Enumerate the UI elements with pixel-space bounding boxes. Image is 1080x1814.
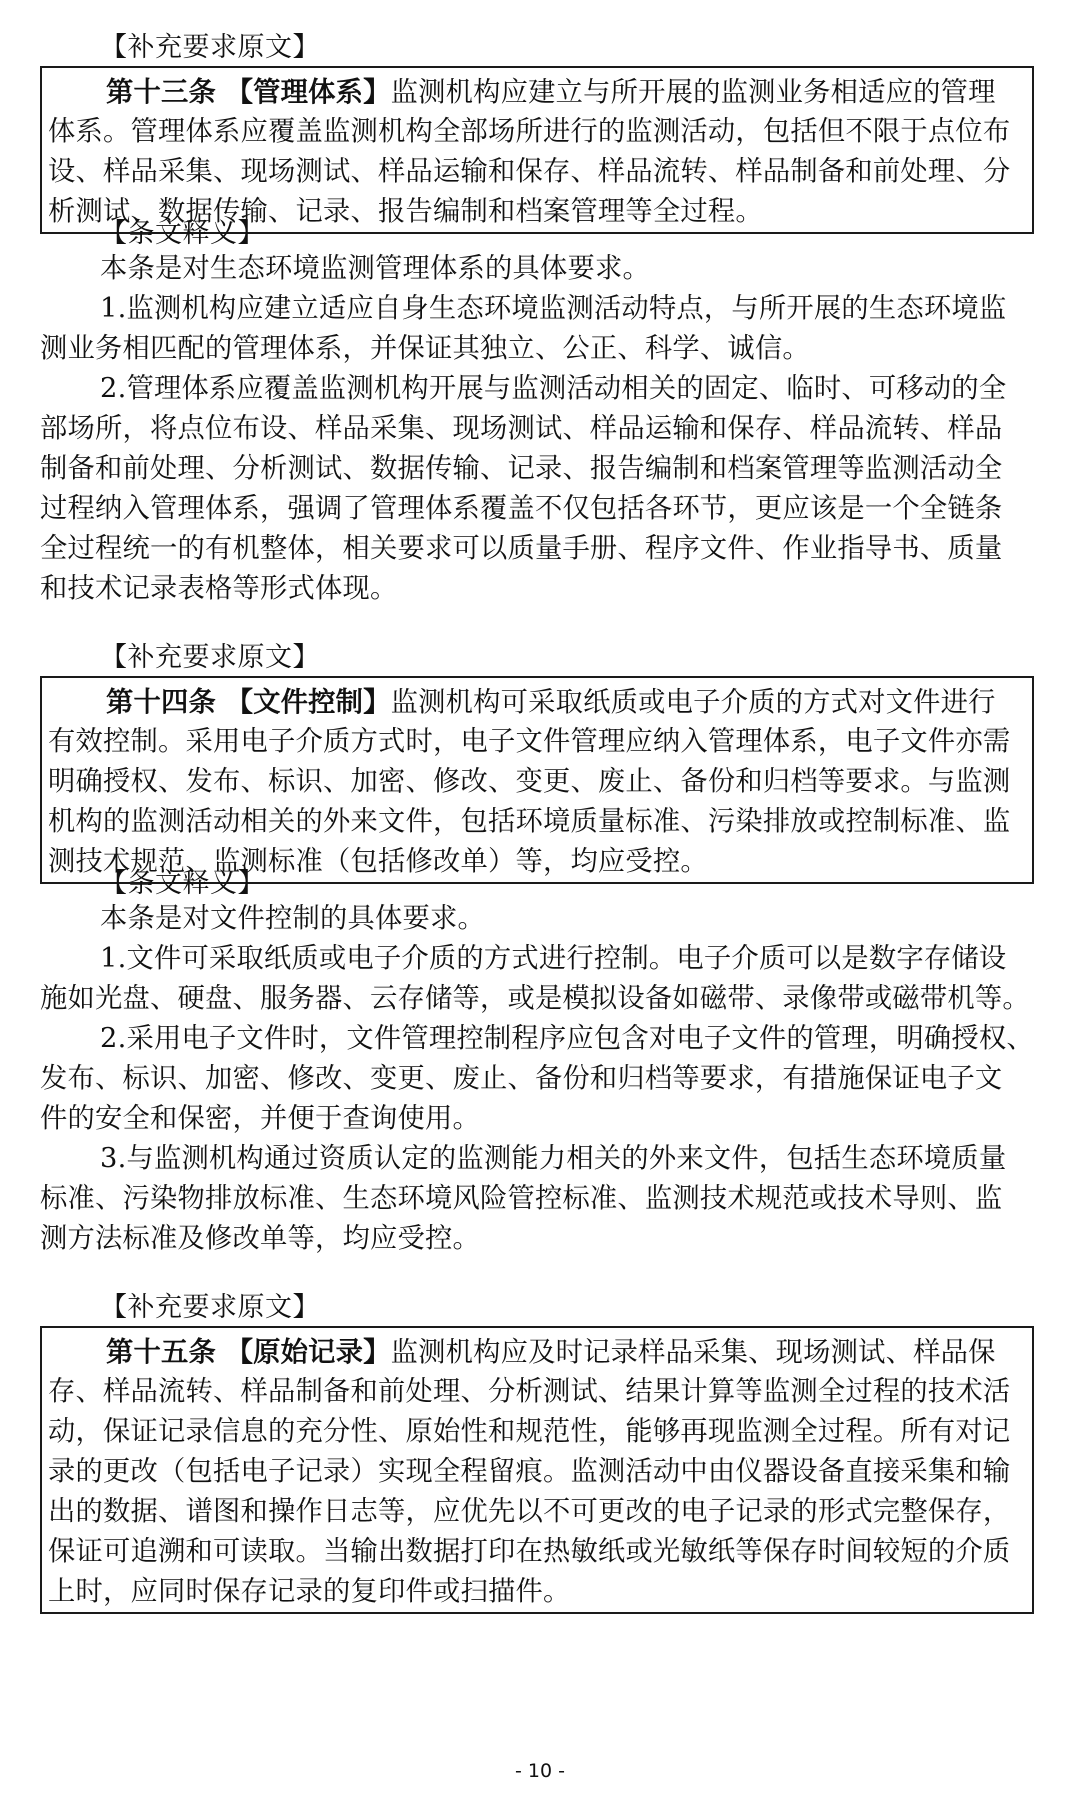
body-line: 部场所，将点位布设、样品采集、现场测试、样品运输和保存、样品流转、样品 [40, 413, 1003, 444]
supplement-label: 【补充要求原文】 [100, 642, 320, 673]
body-line: 制备和前处理、分析测试、数据传输、记录、报告编制和档案管理等监测活动全 [40, 453, 1003, 484]
article-15-line: 存、样品流转、样品制备和前处理、分析测试、结果计算等监测全过程的技术活 [48, 1376, 1011, 1407]
body-line: 2.采用电子文件时，文件管理控制程序应包含对电子文件的管理，明确授权、 [100, 1023, 1034, 1054]
supplement-label: 【补充要求原文】 [100, 1292, 320, 1323]
explanation-label: 【条文释义】 [100, 218, 265, 249]
article-15-line: 上时，应同时保存记录的复印件或扫描件。 [48, 1576, 571, 1607]
body-line: 过程纳入管理体系，强调了管理体系覆盖不仅包括各环节，更应该是一个全链条 [40, 493, 1003, 524]
body-line: 发布、标识、加密、修改、变更、废止、备份和归档等要求，有措施保证电子文 [40, 1063, 1003, 1094]
article-14-line: 有效控制。采用电子介质方式时，电子文件管理应纳入管理体系，电子文件亦需 [48, 726, 1011, 757]
article-14-line: 明确授权、发布、标识、加密、修改、变更、废止、备份和归档等要求。与监测 [48, 766, 1011, 797]
article-13-line: 体系。管理体系应覆盖监测机构全部场所进行的监测活动，包括但不限于点位布 [48, 116, 1011, 147]
article-15-line: 出的数据、谱图和操作日志等，应优先以不可更改的电子记录的形式完整保存， [48, 1496, 1011, 1527]
article-15-line: 录的更改（包括电子记录）实现全程留痕。监测活动中由仪器设备直接采集和输 [48, 1456, 1011, 1487]
article-14-box [40, 676, 1034, 884]
body-line: 本条是对生态环境监测管理体系的具体要求。 [100, 253, 650, 284]
body-line: 2.管理体系应覆盖监测机构开展与监测活动相关的固定、临时、可移动的全 [100, 373, 1007, 404]
body-line: 测方法标准及修改单等，均应受控。 [40, 1223, 480, 1254]
article-14-line: 第十四条 【文件控制】监测机构可采取纸质或电子介质的方式对文件进行 [106, 686, 996, 718]
body-line: 1.文件可采取纸质或电子介质的方式进行控制。电子介质可以是数字存储设 [100, 943, 1007, 974]
body-line: 件的安全和保密，并便于查询使用。 [40, 1103, 480, 1134]
article-13-heading: 第十三条 【管理体系】 [106, 76, 391, 108]
body-line: 测业务相匹配的管理体系，并保证其独立、公正、科学、诚信。 [40, 333, 810, 364]
article-14-heading: 第十四条 【文件控制】 [106, 686, 391, 718]
body-line: 全过程统一的有机整体，相关要求可以质量手册、程序文件、作业指导书、质量 [40, 533, 1003, 564]
supplement-label: 【补充要求原文】 [100, 32, 320, 63]
article-15-box [40, 1326, 1034, 1614]
body-line: 本条是对文件控制的具体要求。 [100, 903, 485, 934]
article-13-box [40, 66, 1034, 234]
article-15-line: 动，保证记录信息的充分性、原始性和规范性，能够再现监测全过程。所有对记 [48, 1416, 1011, 1447]
article-15-line: 第十五条 【原始记录】监测机构应及时记录样品采集、现场测试、样品保 [106, 1336, 996, 1368]
body-line: 和技术记录表格等形式体现。 [40, 573, 398, 604]
article-13-line: 第十三条 【管理体系】监测机构应建立与所开展的监测业务相适应的管理 [106, 76, 996, 108]
article-13-line: 析测试、数据传输、记录、报告编制和档案管理等全过程。 [48, 196, 763, 227]
article-14-line: 机构的监测活动相关的外来文件，包括环境质量标准、污染排放或控制标准、监 [48, 806, 1011, 837]
body-line: 标准、污染物排放标准、生态环境风险管控标准、监测技术规范或技术导则、监 [40, 1183, 1003, 1214]
explanation-label: 【条文释义】 [100, 868, 265, 899]
article-14-line: 测技术规范、监测标准（包括修改单）等，均应受控。 [48, 846, 708, 877]
article-13-line: 设、样品采集、现场测试、样品运输和保存、样品流转、样品制备和前处理、分 [48, 156, 1011, 187]
body-line: 3.与监测机构通过资质认定的监测能力相关的外来文件，包括生态环境质量 [100, 1143, 1007, 1174]
body-line: 1.监测机构应建立适应自身生态环境监测活动特点，与所开展的生态环境监 [100, 293, 1007, 324]
page-number: - 10 - [515, 1760, 565, 1782]
article-15-line: 保证可追溯和可读取。当输出数据打印在热敏纸或光敏纸等保存时间较短的介质 [48, 1536, 1011, 1567]
body-line: 施如光盘、硬盘、服务器、云存储等，或是模拟设备如磁带、录像带或磁带机等。 [40, 983, 1030, 1014]
article-15-heading: 第十五条 【原始记录】 [106, 1336, 391, 1368]
